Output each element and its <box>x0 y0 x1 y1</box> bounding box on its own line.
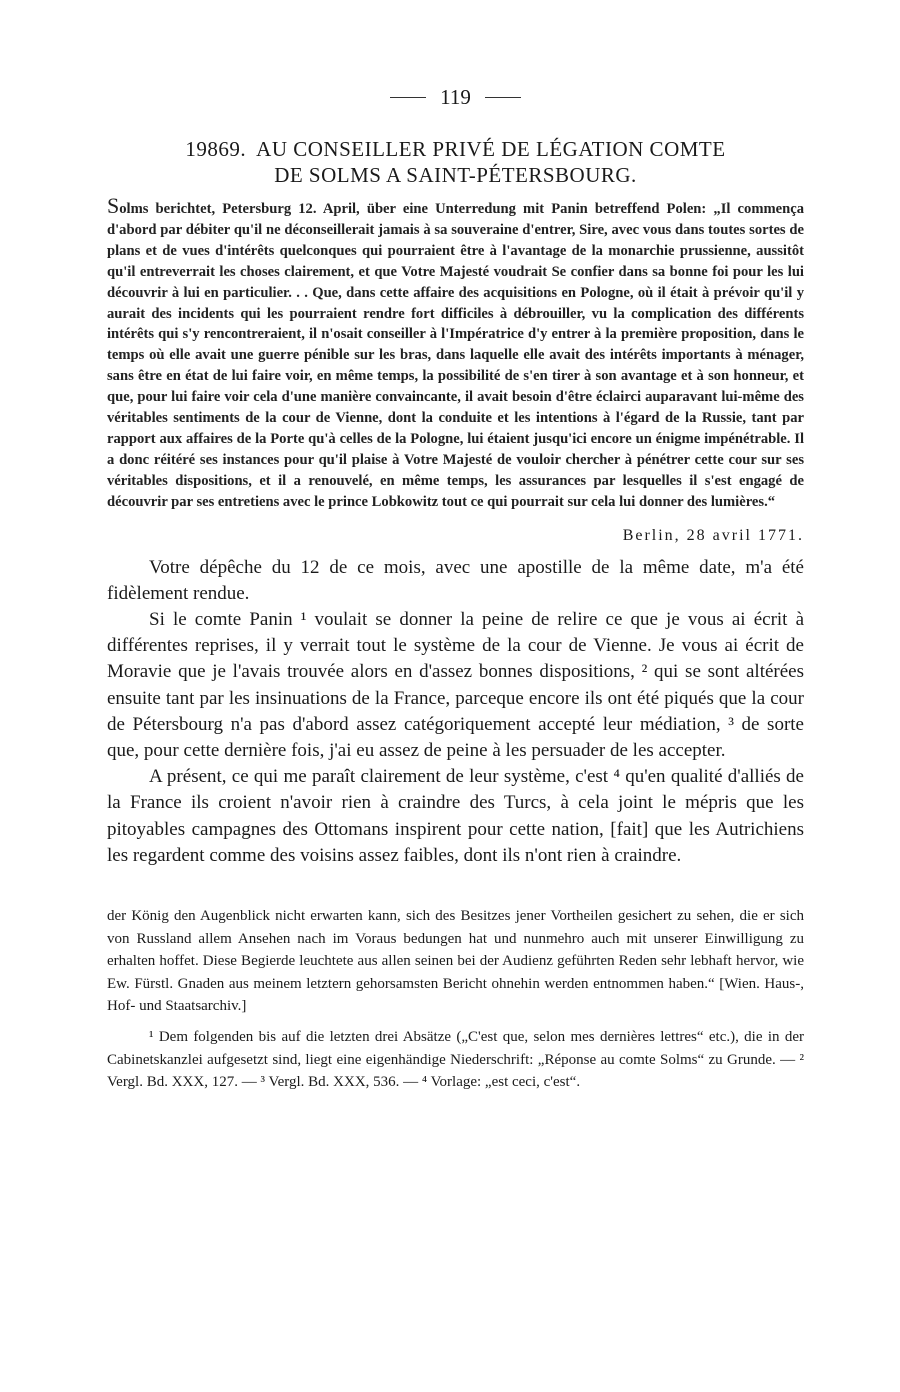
letter-number: 19869. <box>185 137 247 161</box>
summary-initial: S <box>107 193 120 218</box>
letter-title-line2: DE SOLMS A SAINT-PÉTERSBOURG. <box>274 163 637 187</box>
letter-summary <box>107 193 804 513</box>
footnote-list: ¹ Dem folgenden bis auf die letzten drei Absätze („C'est que, selon mes dernières lettres“ etc.), die in der Cabinetskanzlei aufgesetzt sind, liegt eine eigenhändige Niederschrift: „Réponse au comte Solms“ zu Grunde. — ² Vergl. Bd. XXX, 127. — ³ Vergl. Bd. XXX, 536. — ⁴ Vorlage: „est ceci, c'est“. <box>107 1029 804 1091</box>
dateline: Berlin, 28 avril 1771. <box>622 526 804 544</box>
footnote-separator <box>107 869 804 905</box>
body-paragraph: Si le comte Panin ¹ voulait se donner la peine de relire ce que je vous ai écrit à différentes reprises, il y verrait tout le système de la cour de Vienne. Je vous ai écrit de Moravie que je l'avais trouvée alors en d'assez bonnes dispositions, ² qui se sont altérées ensuite tant par les insinuations de la France, parceque encore ils ont été piqués que la cour de Pétersbourg n'a pas d'abord assez catégoriquement accepté leur médiation, ³ de sorte que, pour cette dernière fois, j'ai eu assez de peine à les persuader de les accepter. <box>107 609 804 762</box>
summary-text: olms berichtet, Petersburg 12. April, über eine Unterredung mit Panin betreffend Polen: „Il commença d'abord par débiter qu'il ne déconseillerait jamais à sa souveraine d'entrer, Sire, avec vous dans toutes sortes de plans et de vues d'intérêts quelconques qui pourraient être à l'avantage de la monarchie prussienne, aussitôt qu'il entreverrait les choses clairement, et que Votre Majesté voudrait Se confier dans sa bonne foi pour les lui découvrir à lui en particulier. . . Que, dans cette affaire des acquisitions en Pologne, où il était à prévoir qu'il y aurait des incidents qui les pourraient rendre fort difficiles à débrouiller, vu la complication des différents intérêts qui s'y rencontreraient, il n'osait conseiller à l'Impératrice d'y entrer à la première proposition, dans le temps où elle avait une guerre pénible sur les bras, dans laquelle elle avait des intérêts importants à ménager, sans être en état de lui faire voir, en même temps, la possibilité de s'en tirer à son avantage et à son honneur, et que, pour lui faire voir cela d'une manière convaincante, il avait besoin d'être éclairci auparavant lui-même des véritables sentiments de la cour de Vienne, dont la conduite et les intentions à l'égard de la Russie, tant par rapport aux affaires de la Porte qu'à celles de la Pologne, lui étaient jusqu'ici encore un énigme impénétrable. Il a donc réitéré ses instances pour qu'il plaise à Votre Majesté de vouloir chercher à pénétrer cette cour sur ses véritables dispositions, et il a renouvelé, en même temps, les assurances par lesquelles il s'est engagé de découvrir par ses entretiens avec le prince Lobkowitz tout ce qui pourrait sur cela lui donner des lumières.“ <box>107 201 804 510</box>
page-header <box>107 82 804 112</box>
letter-title-line1 <box>107 136 804 162</box>
body-paragraph: Votre dépêche du 12 de ce mois, avec une apostille de la même date, m'a été fidèlement rendue. <box>107 556 804 604</box>
footnotes <box>107 905 804 1094</box>
letter-heading <box>107 136 804 188</box>
footnote-continuation: der König den Augenblick nicht erwarten kann, sich des Besitzes jener Vortheilen gesichert zu sehen, die er sich von Russland allem Ansehen nach im Voraus bedungen hat und nunmehro auch mit unserer Einwilligung zu erhalten hoffet. Diese Begierde leuchtete aus allen seinen bei der Audienz geführten Reden sehr lebhaft hervor, wie Ew. Fürstl. Gnaden aus meinem letztern gehorsamsten Bericht ohnehin werden entnommen haben.“ [Wien. Haus-, Hof- und Staatsarchiv.] <box>107 908 804 1015</box>
left-rule <box>390 97 426 98</box>
right-rule <box>485 97 521 98</box>
letter-title-text: AU CONSEILLER PRIVÉ DE LÉGATION COMTE <box>256 137 726 161</box>
page-number: 119 <box>440 84 471 109</box>
document-page <box>107 82 804 1094</box>
letter-body <box>107 555 804 869</box>
body-paragraph: A présent, ce qui me paraît clairement de leur système, c'est ⁴ qu'en qualité d'alliés de la France ils croient n'avoir rien à craindre des Turcs, à cela joint le mépris que les pitoyables campagnes des Ottomans inspirent pour cette nation, [fait] que les Autrichiens les regardent comme des voisins assez faibles, dont ils n'ont rien à craindre. <box>107 766 804 866</box>
